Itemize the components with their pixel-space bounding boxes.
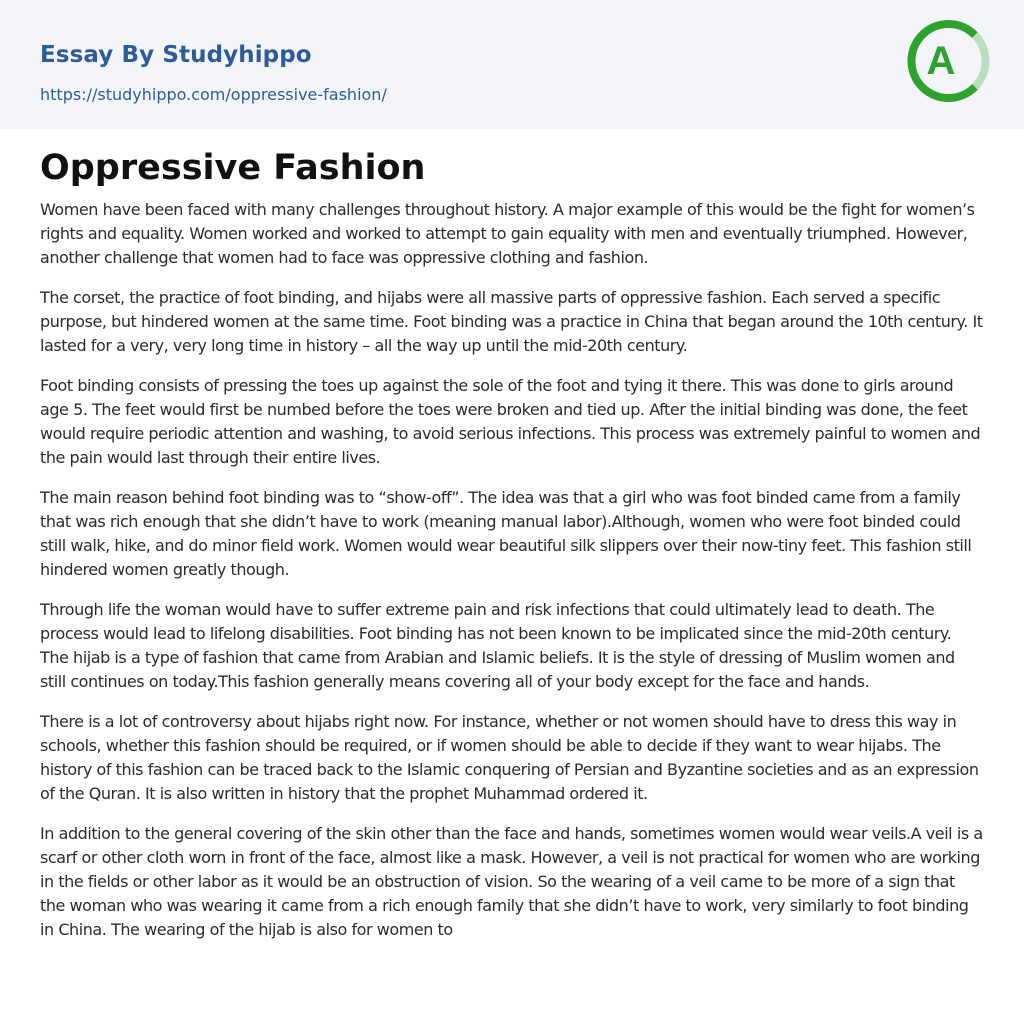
page-header — [0, 0, 1024, 129]
article-paragraph: The main reason behind foot binding was to “show-off”. The idea was that a girl who was foot binded came from a family that was rich enough that she didn’t have to work (meaning manual labor).Although, women who were foot binded could still walk, hike, and do minor field work. Women would wear beautiful silk slippers over their now-tiny feet. This fashion still hindered women greatly though. — [40, 488, 972, 579]
article-paragraph: There is a lot of controversy about hijabs right now. For instance, whether or not women should have to dress this way in schools, whether this fashion should be required, or if women should be able to decide if they want to wear hijabs. The history of this fashion can be traced back to the Islamic conquering of Persian and Byzantine societies and as an expression of the Quran. It is also written in history that the prophet Muhammad ordered it. — [40, 712, 979, 803]
article-paragraph: The corset, the practice of foot binding, and hijabs were all massive parts of oppressive fashion. Each served a specific purpose, but hindered women at the same time. Foot binding was a practice in China that began around the 10th century. It lasted for a very, very long time in history – all the way up until the mid-20th century. — [40, 288, 983, 355]
article-paragraph: Women have been faced with many challenges throughout history. A major example of this would be the fight for women’s rights and equality. Women worked and worked to attempt to gain equality with men and eventually triumphed. However, another challenge that women had to face was oppressive clothing and fashion. — [40, 200, 975, 267]
brand-title[interactable]: Essay By Studyhippo — [40, 42, 312, 68]
article-body — [40, 146, 984, 958]
essay-url-link[interactable]: https://studyhippo.com/oppressive-fashion/ — [40, 85, 387, 104]
logo-letter: A — [926, 39, 956, 83]
article-paragraph: In addition to the general covering of the skin other than the face and hands, sometimes women would wear veils.A veil is a scarf or other cloth worn in front of the face, almost like a mask. However, a veil is not practical for women who are working in the fields or other labor as it would be an obstruction of vision. So the wearing of a veil came to be more of a sign that the woman who was wearing it came from a rich enough family that she didn’t have to work, very similarly to foot binding in China. The wearing of the hijab is also for women to — [40, 824, 983, 939]
studyhippo-logo-icon[interactable] — [904, 16, 994, 106]
article-paragraph: Foot binding consists of pressing the toes up against the sole of the foot and tying it there. This was done to girls around age 5. The feet would first be numbed before the toes were broken and tied up. After the initial binding was done, the feet would require periodic attention and washing, to avoid serious infections. This process was extremely painful to women and the pain would last through their entire lives. — [40, 376, 981, 467]
article-paragraph: Through life the woman would have to suffer extreme pain and risk infections that could ultimately lead to death. The process would lead to lifelong disabilities. Foot binding has not been known to be implicated since the mid-20th century. The hijab is a type of fashion that came from Arabian and Islamic beliefs. It is the style of dressing of Muslim women and still continues on today.This fashion generally means covering all of your body except for the face and hands. — [40, 600, 955, 691]
article-title: Oppressive Fashion — [40, 148, 426, 188]
